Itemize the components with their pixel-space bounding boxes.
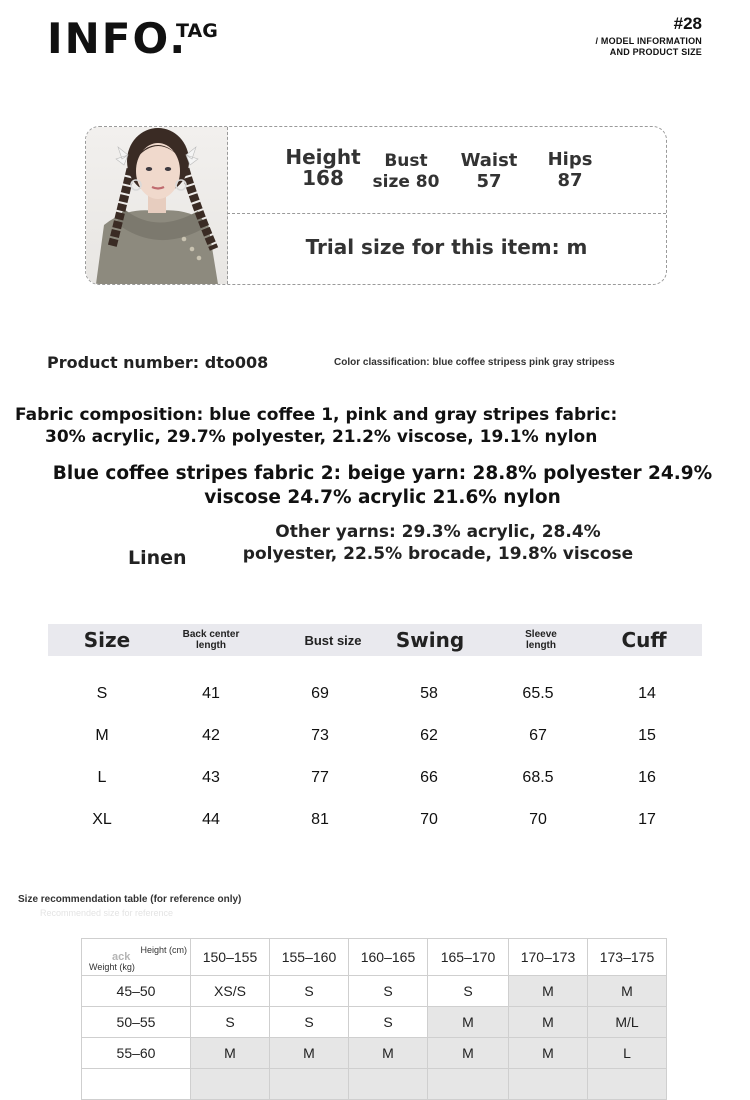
other-yarns-line1: Other yarns: 29.3% acrylic, 28.4% — [275, 522, 601, 542]
cell-back-center: 43 — [202, 769, 220, 786]
size-cell: L — [588, 1038, 667, 1069]
header-back-center-length: Back center length — [182, 629, 240, 651]
size-cell: M — [349, 1038, 428, 1069]
height-value: 168 — [302, 166, 344, 190]
cell-bust: 81 — [311, 811, 329, 828]
fabric2-composition — [0, 462, 750, 510]
weight-range: 50–55 — [82, 1007, 191, 1038]
recommendation-header-row — [82, 939, 667, 976]
size-table-header — [48, 624, 702, 656]
size-cell: M — [509, 976, 588, 1007]
size-cell: M — [509, 1007, 588, 1038]
hips-stat — [534, 149, 606, 191]
size-cell-cut — [509, 1069, 588, 1100]
cell-bust: 69 — [311, 685, 329, 702]
size-cell: M — [191, 1038, 270, 1069]
cell-cuff: 14 — [638, 685, 656, 702]
header-size: Size — [83, 628, 131, 652]
cell-sleeve: 65.5 — [522, 685, 554, 702]
height-range: 160–165 — [349, 939, 428, 976]
corner-height-label: Height (cm) — [140, 945, 187, 955]
corner-cell — [82, 939, 191, 976]
header-bust-size: Bust size — [304, 632, 362, 648]
height-range: 165–170 — [428, 939, 509, 976]
model-photo — [86, 127, 228, 284]
table-row — [48, 763, 702, 793]
bust-stat — [366, 151, 446, 193]
trial-size-text: Trial size for this item: m — [305, 235, 588, 259]
weight-range: 45–50 — [82, 976, 191, 1007]
size-cell-cut — [191, 1069, 270, 1100]
size-cell: XS/S — [191, 976, 270, 1007]
waist-stat — [452, 150, 526, 192]
logo-superscript: TAG — [176, 20, 218, 42]
cell-bust: 73 — [311, 727, 329, 744]
size-cell: M — [428, 1007, 509, 1038]
header-subtitle-line2: AND PRODUCT SIZE — [609, 47, 702, 57]
header-subtitle-line1: / MODEL INFORMATION — [595, 36, 702, 46]
recommendation-title: Size recommendation table (for reference only) — [18, 894, 242, 905]
model-illustration — [86, 127, 227, 284]
height-label: Height — [285, 145, 361, 169]
size-cell-cut — [428, 1069, 509, 1100]
size-cell: M — [509, 1038, 588, 1069]
cell-bust: 77 — [311, 769, 329, 786]
page-number: #28 — [673, 14, 702, 33]
header-swing: Swing — [395, 628, 465, 652]
bust-value: size 80 — [372, 172, 440, 192]
fabric-composition-line1: Fabric composition: blue coffee 1, pink and gray stripes fabric: — [15, 405, 618, 425]
cell-sleeve: 67 — [529, 727, 547, 744]
size-cell: S — [270, 976, 349, 1007]
size-cell: M — [428, 1038, 509, 1069]
size-cell-cut — [349, 1069, 428, 1100]
cell-sleeve: 70 — [529, 811, 547, 828]
color-classification: Color classification: blue coffee stripess pink gray stripess — [334, 357, 615, 368]
cell-back-center: 42 — [202, 727, 220, 744]
cell-back-center: 44 — [202, 811, 220, 828]
hips-value: 87 — [557, 170, 583, 191]
cell-size: S — [96, 685, 108, 702]
table-row — [48, 679, 702, 709]
cell-swing: 62 — [420, 727, 438, 744]
bust-label: Bust — [384, 151, 428, 171]
cell-size: M — [95, 727, 109, 744]
table-row — [82, 1007, 667, 1038]
corner-weight-label: Weight (kg) — [89, 962, 135, 972]
logo-text: INFO. — [47, 14, 188, 63]
height-range: 173–175 — [588, 939, 667, 976]
table-row — [82, 1038, 667, 1069]
other-yarns-line2: polyester, 22.5% brocade, 19.8% viscose — [242, 544, 634, 564]
table-row — [82, 976, 667, 1007]
fabric-composition-line2: 30% acrylic, 29.7% polyester, 21.2% viscose, 19.1% nylon — [45, 427, 598, 447]
height-stat — [282, 147, 364, 189]
cell-size: L — [97, 769, 107, 786]
cell-swing: 66 — [420, 769, 438, 786]
cell-cuff: 17 — [638, 811, 656, 828]
model-info-card — [85, 126, 667, 285]
table-row — [48, 805, 702, 835]
size-cell: S — [349, 976, 428, 1007]
size-cell-cut — [588, 1069, 667, 1100]
cell-cuff: 15 — [638, 727, 656, 744]
fabric2-line1: Blue coffee stripes fabric 2: beige yarn: 28.8% polyester 24.9% — [52, 463, 713, 484]
size-cell-cut — [270, 1069, 349, 1100]
cell-cuff: 16 — [638, 769, 656, 786]
cell-swing: 58 — [420, 685, 438, 702]
table-row-partial — [82, 1069, 667, 1100]
weight-range-cut — [82, 1069, 191, 1100]
height-range: 170–173 — [509, 939, 588, 976]
size-cell: S — [349, 1007, 428, 1038]
header-sleeve-length: Sleeve length — [525, 629, 557, 651]
cell-size: XL — [92, 811, 112, 828]
recommendation-note: Recommended size for reference — [40, 908, 174, 918]
recommendation-table — [81, 938, 667, 1100]
waist-label: Waist — [460, 150, 518, 171]
other-yarns — [230, 521, 646, 565]
cell-sleeve: 68.5 — [522, 769, 554, 786]
size-cell: M — [588, 976, 667, 1007]
weight-range: 55–60 — [82, 1038, 191, 1069]
table-row — [48, 721, 702, 751]
cell-swing: 70 — [420, 811, 438, 828]
size-cell: M — [270, 1038, 349, 1069]
corner-mark: ack — [112, 951, 131, 963]
size-cell: S — [191, 1007, 270, 1038]
size-cell: S — [270, 1007, 349, 1038]
card-divider — [227, 213, 666, 214]
waist-value: 57 — [476, 171, 502, 192]
size-cell: S — [428, 976, 509, 1007]
cell-back-center: 41 — [202, 685, 220, 702]
height-range: 155–160 — [270, 939, 349, 976]
linen-label: Linen — [128, 547, 187, 569]
hips-label: Hips — [547, 149, 593, 170]
product-number: Product number: dto008 — [47, 353, 269, 372]
size-cell: M/L — [588, 1007, 667, 1038]
fabric2-line2: viscose 24.7% acrylic 21.6% nylon — [204, 487, 561, 508]
header-cuff: Cuff — [621, 628, 667, 652]
height-range: 150–155 — [191, 939, 270, 976]
